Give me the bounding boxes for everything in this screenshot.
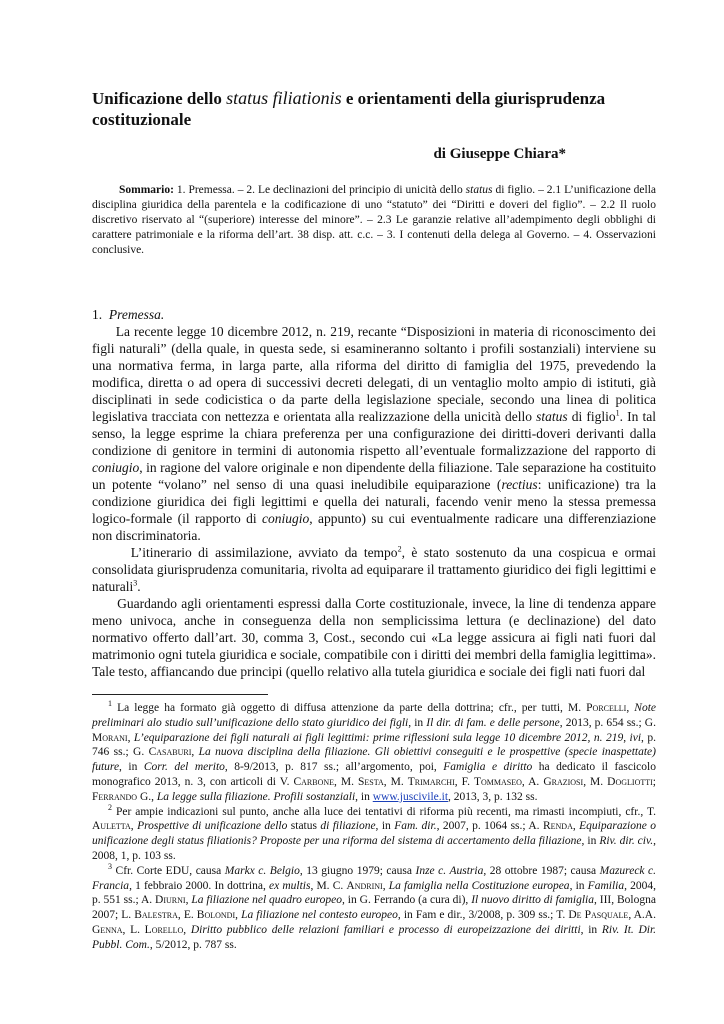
fn-italic: La famiglia nella Costituzione europea xyxy=(388,879,570,892)
fn-text: , in xyxy=(355,790,373,803)
fn-author: Lorello xyxy=(144,923,184,936)
fn-italic: ivi xyxy=(629,731,642,744)
fn-text: Cfr. Corte EDU, causa xyxy=(112,864,225,877)
fn-text: , E. xyxy=(177,909,197,922)
p3-text: Guardando agli orientamenti espressi dalla Corte costituzionale, invece, la line di tendenza appare meno univoca, anche in conseguenza della non semplicissima lettura (e declinazione) del dato normativo offerto dall’art. 30, comma 3, Cost., secondo cui «La legge assicura ai figli nati fuori dal matrimonio ogni tutela giuridica e sociale, compatibile con i diritti dei membri della famiglia legittima». Tale testo, affiancando due principi (quello relativo alla tutela giuridica e sociale dei figli nati fuori dal xyxy=(92,596,657,679)
fn-italic: Il dir. di fam. e delle persone xyxy=(426,716,560,729)
p2-text: , è stato sostenuto da una cospicua e ormai consolidata giurisprudenza comunitaria, rivolta ad equiparare il trattamento giuridico dei figli legittimi e naturali xyxy=(92,545,657,594)
fn-author: Ferrando xyxy=(92,790,138,803)
fn-text: , F. xyxy=(454,775,474,788)
title-italic-text: status filiationis xyxy=(226,88,342,108)
fn-italic: Riv. dir. civ. xyxy=(599,835,654,848)
p1-text: La recente legge 10 dicembre 2012, n. 219, recante “Disposizioni in materia di riconoscimento dei figli naturali” (della quale, in questa sede, si esamineranno soltanto i profili sostanziali) interviene su una normativa ferma, in larga parte, alla riforma del diritto di famiglia del 1975, prevedendo la modifica, diretta o ad opera di successivi decreti delegati, di un ventaglio molto ampio di istituti, già disciplinati in sede codicistica o da parte della legislazione speciale, secondo una linea di politica legislativa tracciata con nettezza e orientata alla realizzazione della unicità dello xyxy=(92,324,656,424)
fn-author: Andrini xyxy=(346,879,383,892)
fn-author: De Pasquale xyxy=(568,909,629,922)
fn-text: , M. C. xyxy=(310,879,347,892)
fn-text: 2007, p. 1064 ss.; A. xyxy=(439,820,543,833)
fn-text: , xyxy=(191,746,199,759)
footnote-ref-1[interactable]: 1 xyxy=(615,408,620,418)
fn-text: , in xyxy=(408,716,427,729)
section-title: Premessa. xyxy=(108,307,165,322)
fn-text: , M. xyxy=(583,775,608,788)
fn-author: Renda xyxy=(542,820,573,833)
footnote-1 xyxy=(92,701,656,805)
fn-text: , in xyxy=(569,879,588,892)
p1-text: . In tal senso, la legge esprime la chiara preferenza per una configurazione dei diritti-doveri derivanti dalla condizione di genitore in termini di autonomia rispetto all’eventuale formalizzazione del rapporto di xyxy=(92,409,656,458)
fn-italic: La nuova disciplina della filiazione. Gli obiettivi conseguiti e le prospettive (specie inaspettate) future xyxy=(92,746,656,774)
fn-author: Sesta xyxy=(357,775,384,788)
fn-text: , in xyxy=(375,820,395,833)
fn-italic: Markx c. Belgio xyxy=(224,864,300,877)
p1-text: , in ragione del valore originale e non dipendente della filiazione. Tale separazione ha costituito un potente “volano” nel senso di una quasi ineludibile equiparazione ( xyxy=(92,460,656,492)
footnote-number: 1 xyxy=(108,699,112,709)
fn-italic: La legge sulla filiazione. Profili sostanziali xyxy=(156,790,356,803)
p2-text: . xyxy=(137,579,141,594)
fn-text: , M. xyxy=(383,775,408,788)
footnote-ref-2[interactable]: 2 xyxy=(397,544,402,554)
footnote-number: 2 xyxy=(108,802,112,812)
fn-author: Trimarchi xyxy=(407,775,455,788)
fn-italic: Riv. It. Dir. Pubbl. Com. xyxy=(92,923,657,951)
author-line: di Giuseppe Chiara* xyxy=(433,146,566,162)
paragraph-1 xyxy=(92,323,656,544)
fn-text: , xyxy=(235,909,242,922)
p1-italic: rectius xyxy=(501,477,538,492)
fn-italic: Prospettive di unificazione dello xyxy=(137,820,288,833)
fn-author: Genna xyxy=(92,923,123,936)
fn-text: , A. xyxy=(521,775,544,788)
p1-italic: coniugio xyxy=(92,460,140,475)
fn-text: , xyxy=(127,731,134,744)
fn-author: Carbone xyxy=(293,775,335,788)
summary-text-end: di figlio. – 2.1 L’unificazione della disciplina giuridica della parentela e la codificazione di uno “statuto” dei “Diritti e doveri del figlio”. – 2.2 Il ruolo discretivo riservato al “(superiore) interesse del minore”. – 2.3 Le garanzie relative all’adempimento degli obblighi di carattere patrimoniale e la riforma dell’art. 38 disp. att. c.c. – 3. I contenuti della delega al Governo. – 4. Osservazioni conclusive. xyxy=(92,184,657,256)
fn-text: , in xyxy=(119,761,144,774)
fn-italic: Fam. dir., xyxy=(394,820,440,833)
fn-italic: Familia xyxy=(587,879,625,892)
p1-italic: status xyxy=(536,409,568,424)
summary xyxy=(92,183,656,258)
summary-label: Sommario: xyxy=(119,184,174,196)
section-heading-1 xyxy=(92,306,656,323)
fn-text: , xyxy=(185,894,192,907)
p1-text: di figlio xyxy=(567,409,616,424)
fn-text: , 1 febbraio 2000. In dottrina, xyxy=(129,879,269,892)
fn-text: , 2013, p. 654 ss.; G. xyxy=(559,716,656,729)
fn-author: Porcelli xyxy=(586,702,627,714)
fn-text: , 2013, 3, p. 132 ss. xyxy=(448,790,538,803)
paragraph-3 xyxy=(92,595,656,680)
p2-text: L’itinerario di assimilazione, avviato da tempo xyxy=(130,545,398,560)
fn-text: , xyxy=(183,923,191,936)
fn-author: Morani xyxy=(92,731,128,744)
paper-title xyxy=(92,88,656,130)
fn-text: , in xyxy=(581,835,600,848)
p1-italic: coniugio xyxy=(262,511,310,526)
fn-text: , xyxy=(623,731,630,744)
fn-text: , M. xyxy=(334,775,358,788)
fn-text: ha dedicato il fascicolo monografico 2013, n. 3, con articoli di V. xyxy=(92,761,656,788)
fn-author: Casaburi xyxy=(148,746,192,759)
fn-text: , 13 giugno 1979; causa xyxy=(299,864,416,877)
fn-text: , 8-9/2013, p. 817 ss.; all’argomento, poi, xyxy=(224,761,444,774)
fn-italic: La filiazione nel quadro europeo, xyxy=(191,894,345,907)
title-text-end: e orientamenti della giurisprudenza costituzionale xyxy=(92,89,606,129)
fn-text: status xyxy=(287,820,321,833)
fn-text: , A.A. xyxy=(628,909,656,922)
fn-text: , xyxy=(572,820,580,833)
fn-text: , 2008, 1, p. 103 ss. xyxy=(92,835,656,862)
summary-italic: status xyxy=(465,184,493,196)
fn-text: G., xyxy=(137,790,157,803)
fn-text: , xyxy=(382,879,389,892)
fn-italic: Famiglia e diritto xyxy=(443,761,533,774)
fn-italic: Inze c. Austria xyxy=(415,864,484,877)
footnote-number: 3 xyxy=(108,861,112,871)
p1-text: : unificazione) tra la condizione giuridica dei figli legittimi e quella dei naturali, facendo venir meno la stessa premessa logico-formale (il rapporto di xyxy=(92,477,656,526)
fn-text: in G. Ferrando (a cura di), xyxy=(344,894,472,907)
fn-italic: ex multis xyxy=(268,879,311,892)
fn-text: La legge ha formato già oggetto di diffusa attenzione da parte della dottrina; cfr., per tutti, M. xyxy=(112,702,587,714)
body-text xyxy=(92,323,656,680)
fn-italic: Diritto pubblico delle relazioni familiari e processo di europeizzazione dei diritti xyxy=(190,923,581,936)
fn-author: Bolondi xyxy=(196,909,236,922)
fn-text: , xyxy=(130,820,138,833)
fn-italic: Note preliminari alo studio sull’unificazione dello stato giuridico dei figli xyxy=(92,702,657,729)
fn-italic: Il nuovo diritto di famiglia xyxy=(471,894,594,907)
fn-author: Tommaseo xyxy=(473,775,522,788)
fn-author: Dogliotti xyxy=(607,775,653,788)
fn-author: Auletta xyxy=(92,820,131,833)
fn-text: , xyxy=(626,702,635,714)
fn-text: , 5/2012, p. 787 ss. xyxy=(149,938,237,951)
p1-text: , appunto) su cui eventualmente radicare una differenziazione non discriminatoria. xyxy=(92,511,656,543)
footnote-ref-3[interactable]: 3 xyxy=(133,578,138,588)
fn-author: Balestra xyxy=(134,909,178,922)
fn-italic: Mazureck c. Francia xyxy=(92,864,657,892)
fn-text: , in Fam e dir., 3/2008, p. 309 ss.; T. xyxy=(397,909,569,922)
juscivile-link[interactable]: www.juscivile.it xyxy=(372,790,449,803)
fn-text: ; xyxy=(652,775,656,788)
footnote-3 xyxy=(92,861,657,953)
fn-text: , 2004, p. 551 ss.; A. xyxy=(92,879,656,907)
footnote-2 xyxy=(92,802,656,864)
fn-author: Diurni xyxy=(155,894,186,907)
fn-italic: Equiparazione o unificazione degli status filiationis? Proposte per una riforma del sistema di accertamento della filiazione xyxy=(92,820,656,848)
footnote-separator xyxy=(92,694,268,695)
section-number: 1. xyxy=(92,307,103,322)
fn-text: , L. xyxy=(122,923,145,936)
paragraph-2 xyxy=(92,544,656,595)
fn-text: , p. 746 ss.; G. xyxy=(92,731,657,759)
fn-text: , 28 ottobre 1987; causa xyxy=(483,864,600,877)
title-text: Unificazione dello xyxy=(92,89,227,108)
fn-italic: L’equiparazione dei figli naturali ai figli legittimi: prime riflessioni sula legge 10 dicembre 2012, n. 219 xyxy=(133,731,624,744)
summary-text: 1. Premessa. – 2. Le declinazioni del principio di unicità dello xyxy=(173,184,466,196)
fn-author: Graziosi xyxy=(543,775,584,788)
fn-text: , in xyxy=(580,923,602,936)
fn-italic: La filiazione nel contesto europeo xyxy=(241,909,398,922)
fn-italic: di filiazione xyxy=(320,820,376,833)
fn-text: Per ampie indicazioni sul punto, anche alla luce dei tentativi di riforma più recenti, ma rimasti incompiuti, cfr., T. xyxy=(112,805,656,818)
fn-italic: Corr. del merito xyxy=(143,761,225,774)
fn-text: , III, Bologna 2007; L. xyxy=(92,894,656,922)
